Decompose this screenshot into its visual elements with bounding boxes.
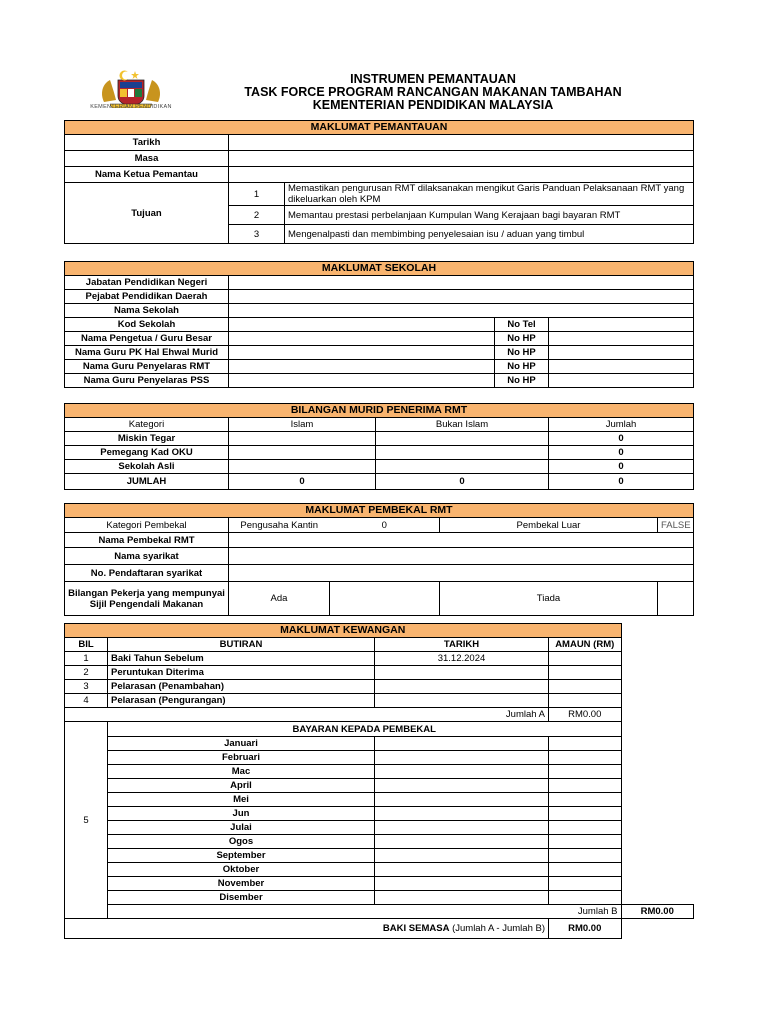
pss-field[interactable]: [229, 374, 495, 388]
murid-total-label: JUMLAH: [65, 474, 229, 490]
jumlah-a-label: Jumlah A: [65, 708, 549, 722]
murid-total-jumlah: 0: [549, 474, 694, 490]
month-tarikh[interactable]: [375, 737, 549, 751]
nama-syarikat-label: Nama syarikat: [65, 548, 229, 565]
pengetua-hp-field[interactable]: [549, 332, 694, 346]
month-tarikh[interactable]: [375, 863, 549, 877]
notel-label: No Tel: [495, 318, 549, 332]
pengusaha-kantin-value[interactable]: 0: [330, 518, 440, 533]
baki-semasa-value: RM0.00: [549, 919, 622, 939]
header-line-3: KEMENTERIAN PENDIDIKAN MALAYSIA: [312, 98, 554, 112]
murid-jumlah: 0: [549, 460, 694, 474]
nohp-label: No HP: [495, 374, 549, 388]
kewangan-tarikh[interactable]: 31.12.2024: [375, 652, 549, 666]
kewangan-bil: 2: [65, 666, 108, 680]
ppd-field[interactable]: [229, 290, 694, 304]
kewangan-amaun[interactable]: [549, 652, 622, 666]
pengetua-label: Nama Pengetua / Guru Besar: [65, 332, 229, 346]
month-amaun[interactable]: [549, 821, 622, 835]
murid-jumlah: 0: [549, 432, 694, 446]
rmt-label: Nama Guru Penyelaras RMT: [65, 360, 229, 374]
kewangan-bil: 4: [65, 694, 108, 708]
month-label: Ogos: [108, 835, 375, 849]
kewangan-header-bil: BIL: [65, 638, 108, 652]
table-row: [65, 446, 694, 460]
nama-sekolah-label: Nama Sekolah: [65, 304, 229, 318]
no-daftar-field[interactable]: [229, 565, 694, 582]
murid-header-jumlah: Jumlah: [549, 418, 694, 432]
rmt-field[interactable]: [229, 360, 495, 374]
kewangan-butiran: Peruntukan Diterima: [108, 666, 375, 680]
kewangan-title: MAKLUMAT KEWANGAN: [65, 624, 622, 638]
kewangan-header-butiran: BUTIRAN: [108, 638, 375, 652]
tarikh-label: Tarikh: [65, 135, 229, 151]
month-label: Mac: [108, 765, 375, 779]
sekolah-title: MAKLUMAT SEKOLAH: [65, 262, 694, 276]
month-label: November: [108, 877, 375, 891]
jumlah-a-value: RM0.00: [549, 708, 622, 722]
month-amaun[interactable]: [549, 891, 622, 905]
pekerja-sijil-label: Bilangan Pekerja yang mempunyai Sijil Pengendali Makanan: [65, 582, 229, 616]
month-tarikh[interactable]: [375, 807, 549, 821]
murid-header-islam: Islam: [229, 418, 376, 432]
month-amaun[interactable]: [549, 863, 622, 877]
table-row: [65, 432, 694, 446]
jpn-field[interactable]: [229, 276, 694, 290]
month-amaun[interactable]: [549, 737, 622, 751]
kewangan-tarikh[interactable]: [375, 666, 549, 680]
document-header: [200, 73, 666, 112]
murid-kategori: Miskin Tegar: [65, 432, 229, 446]
header-line-1: INSTRUMEN PEMANTAUAN: [350, 72, 516, 86]
tujuan-text-2: Memantau prestasi perbelanjaan Kumpulan Wang Kerajaan bagi bayaran RMT: [285, 206, 694, 225]
tujuan-no-2: 2: [229, 206, 285, 225]
tiada-label: Tiada: [440, 582, 658, 616]
murid-islam[interactable]: [229, 446, 376, 460]
murid-table: [64, 403, 694, 490]
month-label: Januari: [108, 737, 375, 751]
murid-bukan[interactable]: [376, 446, 549, 460]
kod-sekolah-label: Kod Sekolah: [65, 318, 229, 332]
kewangan-amaun[interactable]: [549, 666, 622, 680]
pembekal-title: MAKLUMAT PEMBEKAL RMT: [65, 504, 694, 518]
rmt-hp-field[interactable]: [549, 360, 694, 374]
tiada-field[interactable]: [658, 582, 694, 616]
month-amaun[interactable]: [549, 793, 622, 807]
ppd-label: Pejabat Pendidikan Daerah: [65, 290, 229, 304]
month-label: Julai: [108, 821, 375, 835]
month-tarikh[interactable]: [375, 765, 549, 779]
notel-field[interactable]: [549, 318, 694, 332]
murid-jumlah: 0: [549, 446, 694, 460]
kewangan-tarikh[interactable]: [375, 694, 549, 708]
murid-bukan[interactable]: [376, 432, 549, 446]
pss-hp-field[interactable]: [549, 374, 694, 388]
kewangan-amaun[interactable]: [549, 680, 622, 694]
murid-islam[interactable]: [229, 460, 376, 474]
month-label: Jun: [108, 807, 375, 821]
murid-title: BILANGAN MURID PENERIMA RMT: [65, 404, 694, 418]
table-row: [65, 460, 694, 474]
murid-kategori: Sekolah Asli: [65, 460, 229, 474]
kewangan-bil-5: 5: [65, 722, 108, 919]
month-label: Oktober: [108, 863, 375, 877]
masa-label: Masa: [65, 151, 229, 167]
nama-pembekal-field[interactable]: [229, 533, 694, 548]
sekolah-table: [64, 261, 694, 388]
month-label: September: [108, 849, 375, 863]
guru-pk-field[interactable]: [229, 346, 495, 360]
guru-pk-label: Nama Guru PK Hal Ehwal Murid: [65, 346, 229, 360]
month-tarikh[interactable]: [375, 891, 549, 905]
month-amaun[interactable]: [549, 765, 622, 779]
tujuan-label: Tujuan: [65, 183, 229, 244]
nama-pembekal-label: Nama Pembekal RMT: [65, 533, 229, 548]
nohp-label: No HP: [495, 332, 549, 346]
month-label: Mei: [108, 793, 375, 807]
month-tarikh[interactable]: [375, 779, 549, 793]
kewangan-bil: 1: [65, 652, 108, 666]
kewangan-butiran: Pelarasan (Penambahan): [108, 680, 375, 694]
tujuan-no-3: 3: [229, 225, 285, 244]
ada-field[interactable]: [330, 582, 440, 616]
tarikh-field[interactable]: [229, 135, 694, 151]
murid-kategori: Pemegang Kad OKU: [65, 446, 229, 460]
month-tarikh[interactable]: [375, 877, 549, 891]
ketua-field[interactable]: [229, 167, 694, 183]
logo-caption: KEMENTERIAN PENDIDIKAN: [90, 104, 172, 110]
month-amaun[interactable]: [549, 835, 622, 849]
month-label: Disember: [108, 891, 375, 905]
month-amaun[interactable]: [549, 877, 622, 891]
nohp-label: No HP: [495, 360, 549, 374]
tujuan-no-1: 1: [229, 183, 285, 206]
header-line-2: TASK FORCE PROGRAM RANCANGAN MAKANAN TAMBAHAN: [244, 85, 622, 99]
murid-header-bukan: Bukan Islam: [376, 418, 549, 432]
ada-label: Ada: [229, 582, 330, 616]
kewangan-butiran: Baki Tahun Sebelum: [108, 652, 375, 666]
pemantauan-title: MAKLUMAT PEMANTAUAN: [65, 121, 694, 135]
pembekal-luar-value[interactable]: FALSE: [658, 518, 694, 533]
table-row: [65, 680, 694, 694]
kod-sekolah-field[interactable]: [229, 318, 495, 332]
table-row: [65, 652, 694, 666]
kewangan-header-amaun: AMAUN (RM): [549, 638, 622, 652]
nohp-label: No HP: [495, 346, 549, 360]
month-amaun[interactable]: [549, 779, 622, 793]
baki-semasa-formula: (Jumlah A - Jumlah B): [449, 923, 545, 934]
kewangan-tarikh[interactable]: [375, 680, 549, 694]
month-amaun[interactable]: [549, 807, 622, 821]
murid-bukan[interactable]: [376, 460, 549, 474]
month-amaun[interactable]: [549, 751, 622, 765]
murid-islam[interactable]: [229, 432, 376, 446]
pengusaha-kantin-label: Pengusaha Kantin: [229, 518, 330, 533]
masa-field[interactable]: [229, 151, 694, 167]
tujuan-text-3: Mengenalpasti dan membimbing penyelesaian isu / aduan yang timbul: [285, 225, 694, 244]
baki-semasa-bold: BAKI SEMASA: [382, 923, 450, 934]
tujuan-text-1: Memastikan pengurusan RMT dilaksanakan mengikut Garis Panduan Pelaksanaan RMT yang dikeluarkan oleh KPM: [285, 183, 694, 206]
table-row: [65, 666, 694, 680]
kewangan-header-tarikh: TARIKH: [375, 638, 549, 652]
kewangan-amaun[interactable]: [549, 694, 622, 708]
pembekal-table: [64, 503, 694, 616]
baki-semasa-label: [65, 919, 549, 939]
murid-total-islam: 0: [229, 474, 376, 490]
pengetua-field[interactable]: [229, 332, 495, 346]
guru-pk-hp-field[interactable]: [549, 346, 694, 360]
jumlah-b-label: Jumlah B: [108, 905, 622, 919]
month-tarikh[interactable]: [375, 849, 549, 863]
month-tarikh[interactable]: [375, 751, 549, 765]
nama-sekolah-field[interactable]: [229, 304, 694, 318]
jpn-label: Jabatan Pendidikan Negeri: [65, 276, 229, 290]
murid-total-bukan: 0: [376, 474, 549, 490]
table-row: [65, 474, 694, 490]
month-tarikh[interactable]: [375, 793, 549, 807]
month-tarikh[interactable]: [375, 835, 549, 849]
kewangan-table: [64, 623, 694, 939]
bayaran-title: BAYARAN KEPADA PEMBEKAL: [108, 722, 622, 737]
murid-header-kategori: Kategori: [65, 418, 229, 432]
ketua-label: Nama Ketua Pemantau: [65, 167, 229, 183]
month-label: April: [108, 779, 375, 793]
pss-label: Nama Guru Penyelaras PSS: [65, 374, 229, 388]
jumlah-b-value: RM0.00: [621, 905, 694, 919]
pembekal-luar-label: Pembekal Luar: [516, 519, 581, 531]
no-daftar-label: No. Pendaftaran syarikat: [65, 565, 229, 582]
table-row: [65, 694, 694, 708]
month-amaun[interactable]: [549, 849, 622, 863]
pemantauan-table: [64, 120, 694, 244]
month-label: Februari: [108, 751, 375, 765]
kewangan-bil: 3: [65, 680, 108, 694]
month-tarikh[interactable]: [375, 821, 549, 835]
nama-syarikat-field[interactable]: [229, 548, 694, 565]
kategori-pembekal-label: Kategori Pembekal: [65, 518, 229, 533]
kewangan-butiran: Pelarasan (Pengurangan): [108, 694, 375, 708]
